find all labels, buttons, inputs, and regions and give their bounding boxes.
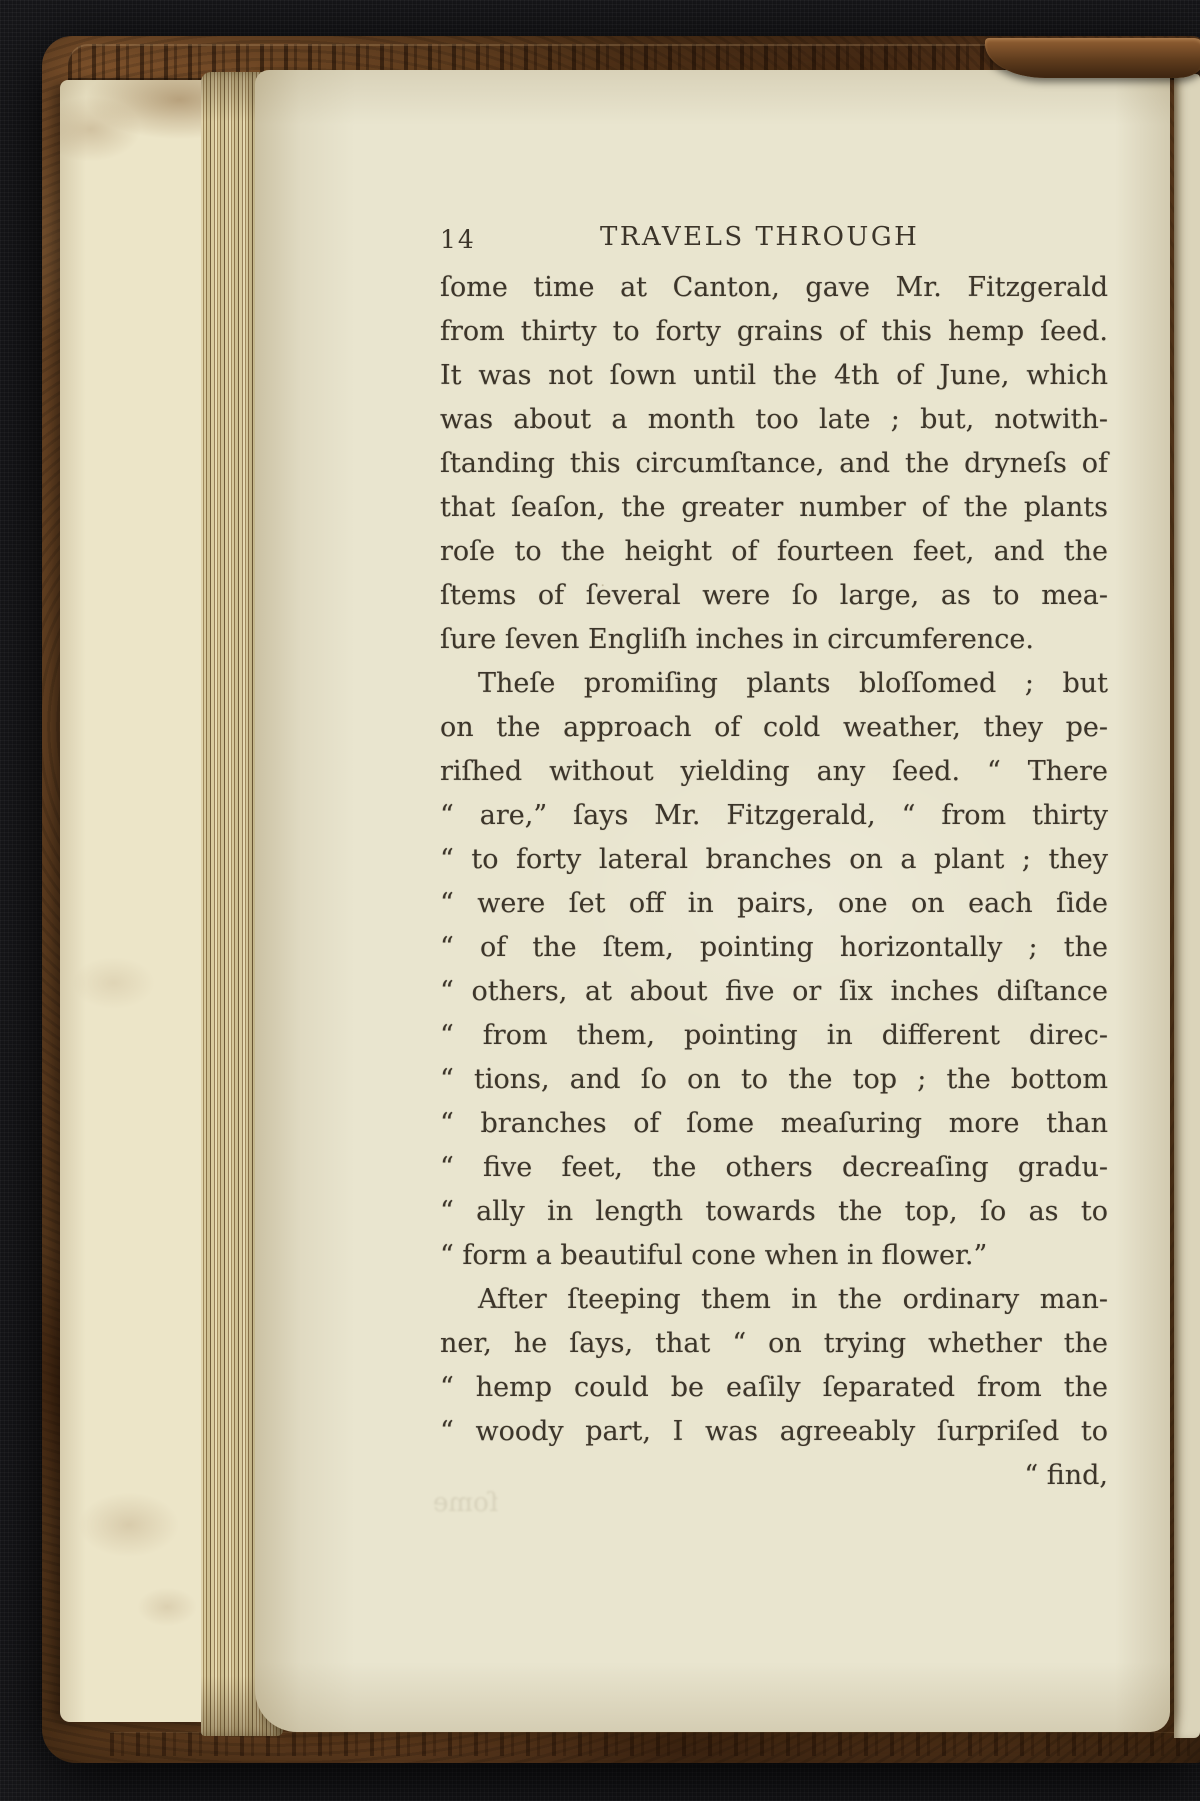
- running-header: TRAVELS THROUGH: [600, 222, 920, 252]
- text-line: “ form a beautiful cone when in flower.”: [440, 1240, 988, 1271]
- text-line: “ ally in length towards the top, ſo as to: [440, 1196, 1108, 1227]
- text-line: “ of the ſtem, pointing horizontally ; the: [440, 932, 1108, 963]
- text-line: ſtanding this circumſtance, and the dryneſs of: [440, 448, 1108, 479]
- text-line: was about a month too late ; but, notwith-: [440, 404, 1108, 435]
- page-number: 14: [440, 225, 476, 254]
- next-page-edge: [1174, 74, 1200, 1738]
- book-page: [255, 70, 1170, 1732]
- catchword: “ find,: [1024, 1460, 1108, 1491]
- text-line: “ are,” ſays Mr. Fitzgerald, “ from thirty: [440, 800, 1108, 831]
- text-line: riſhed without yielding any ſeed. “ There: [440, 756, 1108, 787]
- text-line: ſure ſeven Engliſh inches in circumference.: [440, 624, 1034, 655]
- text-line: ſtems of ſeveral were ſo large, as to mea-: [440, 580, 1108, 611]
- text-line: that ſeaſon, the greater number of the plants: [440, 492, 1108, 523]
- text-line: roſe to the height of fourteen feet, and the: [440, 536, 1108, 567]
- text-line: “ were ſet off in pairs, one on each ſide: [440, 888, 1108, 919]
- text-line: ſome time at Canton, gave Mr. Fitzgerald: [440, 272, 1108, 303]
- text-line: from thirty to forty grains of this hemp ſeed.: [440, 316, 1108, 347]
- text-line: “ five feet, the others decreaſing gradu-: [440, 1152, 1108, 1183]
- text-line: It was not ſown until the 4th of June, which: [440, 360, 1108, 391]
- page-header: [440, 220, 1108, 262]
- text-line: “ hemp could be eaſily ſeparated from the: [440, 1372, 1108, 1403]
- text-line: on the approach of cold weather, they pe-: [440, 712, 1108, 743]
- text-line: After ſteeping them in the ordinary man-: [478, 1284, 1108, 1315]
- text-block: [440, 266, 1108, 1454]
- leather-turn-in-top-right: [985, 38, 1200, 78]
- text-line: “ tions, and ſo on to the top ; the bottom: [440, 1064, 1108, 1095]
- text-line: Theſe promiſing plants bloſſomed ; but: [478, 668, 1108, 699]
- text-line: “ branches of ſome meaſuring more than: [440, 1108, 1108, 1139]
- show-through-ghost-text: ſome: [433, 1488, 499, 1518]
- text-line: ner, he ſays, that “ on trying whether the: [440, 1328, 1108, 1359]
- flyleaf-page: [60, 80, 213, 1722]
- text-line: “ to forty lateral branches on a plant ; they: [440, 844, 1108, 875]
- text-line: “ from them, pointing in different direc-: [440, 1020, 1108, 1051]
- text-line: “ others, at about five or ſix inches diſtance: [440, 976, 1108, 1007]
- text-line: “ woody part, I was agreeably ſurpriſed to: [440, 1416, 1108, 1447]
